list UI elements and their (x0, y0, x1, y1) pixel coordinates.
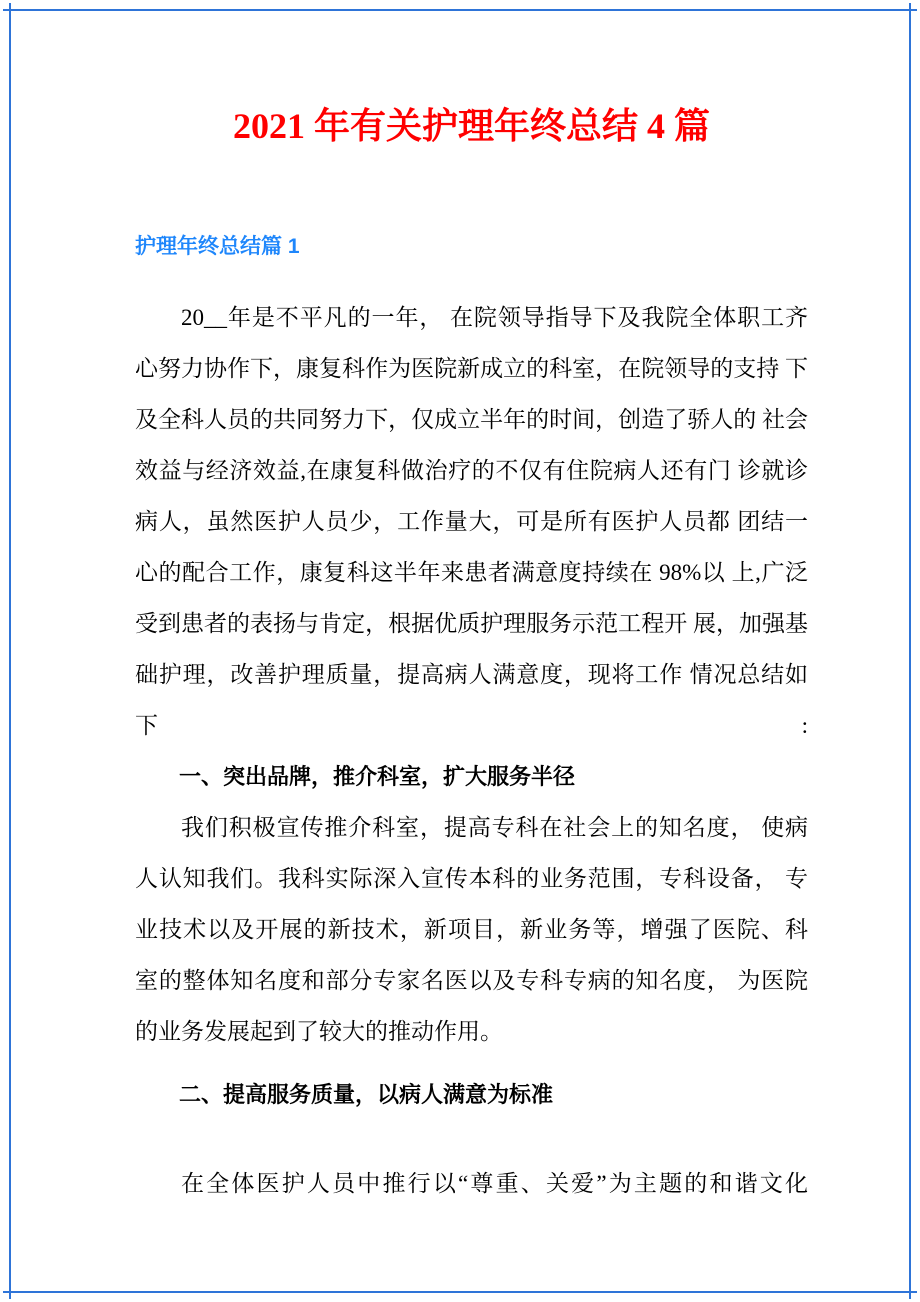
paragraph-line: 人认知我们。我科实际深入宣传本科的业务范围，专科设备， 专 (135, 866, 808, 891)
section-heading-two: 二、提高服务质量，以病人满意为标准 (179, 1082, 554, 1107)
paragraph-line: 的业务发展起到了较大的推动作用。 (135, 1019, 503, 1044)
paragraph-line: 室的整体知名度和部分专家名医以及专科专病的知名度， 为医院 (135, 968, 808, 993)
document-title: 2021 年有关护理年终总结 4 篇 (232, 106, 710, 146)
paragraph-service (135, 1158, 808, 1209)
paragraph-line: 病人，虽然医护人员少，工作量大，可是所有医护人员都 团结一 (135, 509, 808, 534)
paragraph-line: 及全科人员的共同努力下，仅成立半年的时间，创造了骄人的 社会 (135, 407, 808, 432)
paragraph-line: 心努力协作下，康复科作为医院新成立的科室，在院领导的支持 下 (135, 356, 808, 381)
paragraph-line: 业技术以及开展的新技术，新项目，新业务等，增强了医院、科 (135, 917, 808, 942)
paragraph-intro (135, 292, 808, 751)
paragraph-line: 础护理，改善护理质量，提高病人满意度，现将工作 情况总结如下: (135, 662, 808, 738)
section-heading-one: 一、突出品牌，推介科室，扩大服务半径 (179, 764, 576, 789)
section-heading-part-1: 护理年终总结篇 1 (135, 235, 300, 258)
paragraph-line: 效益与经济效益,在康复科做治疗的不仅有住院病人还有门 诊就诊 (135, 458, 808, 483)
paragraph-line: 心的配合工作，康复科这半年来患者满意度持续在 98%以 上,广泛 (135, 560, 808, 585)
page-border-bottom (3, 1291, 917, 1293)
paragraph-line: 在全体医护人员中推行以“尊重、关爱”为主题的和谐文化 (181, 1171, 808, 1196)
paragraph-line: 20__年是不平凡的一年， 在院领导指导下及我院全体职工齐 (181, 305, 808, 330)
paragraph-line: 我们积极宣传推介科室，提高专科在社会上的知名度， 使病 (181, 815, 808, 840)
paragraph-brand (135, 802, 808, 1057)
paragraph-line: 受到患者的表扬与肯定，根据优质护理服务示范工程开 展，加强基 (135, 611, 808, 636)
